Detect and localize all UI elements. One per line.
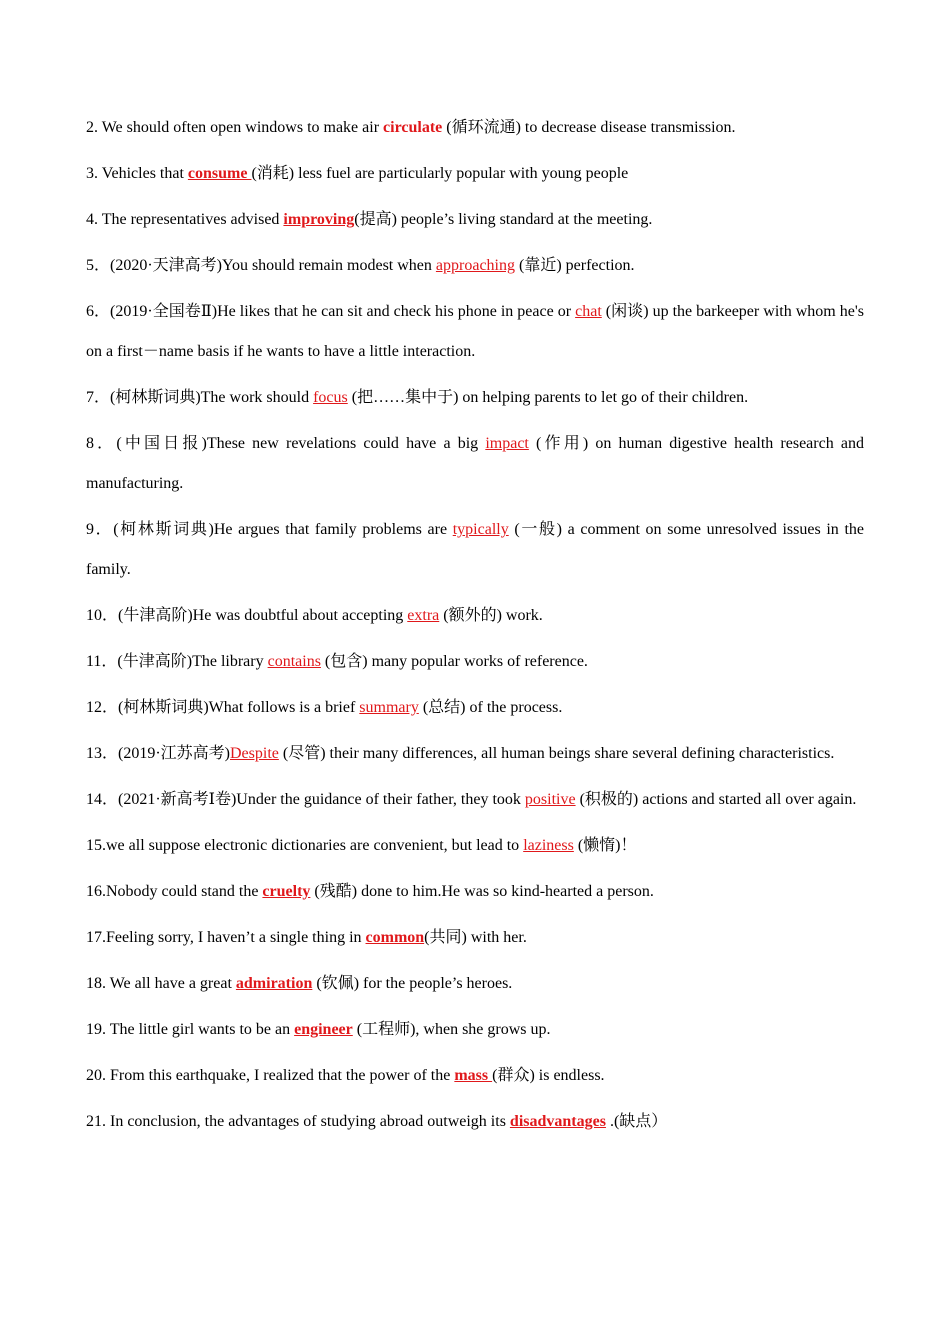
answer-word: laziness xyxy=(523,837,574,854)
answer-word: impact xyxy=(485,435,529,452)
sentence-text: .(缺点） xyxy=(605,1113,668,1130)
sentence-text: 16.Nobody could stand the xyxy=(86,883,263,900)
sentence-text: 4. The representatives advised xyxy=(86,211,284,228)
sentence-text: 7．(柯林斯词典)The work should xyxy=(86,389,314,406)
answer-word: summary xyxy=(359,699,419,716)
sentence-2 xyxy=(86,108,864,148)
sentence-3 xyxy=(86,154,864,194)
answer-word: chat xyxy=(575,303,602,320)
answer-word: engineer xyxy=(294,1021,353,1038)
sentence-12 xyxy=(86,688,864,728)
sentence-text: (消耗) less fuel are particularly popular with young people xyxy=(251,165,629,182)
sentence-text: (工程师), when she grows up. xyxy=(352,1021,551,1038)
answer-word: improving xyxy=(283,211,355,228)
sentence-20 xyxy=(86,1056,864,1096)
sentence-text: (作用) on human digestive health research and manufacturing. xyxy=(86,435,864,492)
sentence-text: 2. We should often open windows to make air xyxy=(86,119,384,136)
answer-word: admiration xyxy=(235,975,313,992)
answer-word: mass xyxy=(454,1067,493,1084)
sentence-text: 3. Vehicles that xyxy=(86,165,188,182)
sentence-text: 20. From this earthquake, I realized that the power of the xyxy=(86,1067,455,1084)
sentence-text: 10．(牛津高阶)He was doubtful about accepting xyxy=(86,607,408,624)
sentence-text: 17.Feeling sorry, I haven’t a single thing in xyxy=(86,929,366,946)
sentence-text: (额外的) work. xyxy=(439,607,543,624)
sentence-text: (闲谈) up the barkeeper with whom he's on a first－name basis if he wants to have a little interaction. xyxy=(86,303,864,360)
sentence-18 xyxy=(86,964,864,1004)
answer-word: disadvantages xyxy=(509,1113,606,1130)
sentence-text: 8．(中国日报)These new revelations could have a big xyxy=(86,435,486,452)
sentence-text: (总结) of the process. xyxy=(418,699,563,716)
answer-word: contains xyxy=(267,653,321,670)
sentence-4 xyxy=(86,200,864,240)
sentence-5 xyxy=(86,246,864,286)
sentence-text: (靠近) perfection. xyxy=(515,257,635,274)
sentence-8 xyxy=(86,424,864,504)
answer-word: common xyxy=(365,929,425,946)
sentence-text: (提高) people’s living standard at the meeting. xyxy=(354,211,653,228)
sentence-text: (一般) a comment on some unresolved issues in the family. xyxy=(86,521,864,578)
answer-word: extra xyxy=(407,607,440,624)
sentence-text: 18. We all have a great xyxy=(86,975,236,992)
sentence-text: 5．(2020·天津高考)You should remain modest when xyxy=(86,257,436,274)
answer-word: Despite xyxy=(230,745,279,762)
sentence-text: 11．(牛津高阶)The library xyxy=(86,653,268,670)
sentence-6 xyxy=(86,292,864,372)
sentence-text: 19. The little girl wants to be an xyxy=(86,1021,295,1038)
sentence-17 xyxy=(86,918,864,958)
sentence-text: (群众) is endless. xyxy=(492,1067,605,1084)
sentence-text: 14．(2021·新高考Ⅰ卷)Under the guidance of their father, they took xyxy=(86,791,525,808)
sentence-text: (残酷) done to him.He was so kind-hearted a person. xyxy=(310,883,654,900)
sentence-16 xyxy=(86,872,864,912)
answer-word: typically xyxy=(452,521,509,538)
sentence-text: 12．(柯林斯词典)What follows is a brief xyxy=(86,699,360,716)
sentence-13 xyxy=(86,734,864,774)
answer-word: consume xyxy=(187,165,252,182)
sentence-text: 21. In conclusion, the advantages of studying abroad outweigh its xyxy=(86,1113,510,1130)
sentence-9 xyxy=(86,510,864,590)
sentence-14 xyxy=(86,780,864,820)
answer-word: circulate xyxy=(383,119,443,136)
sentence-text: (懒惰)！ xyxy=(573,837,637,854)
answer-word: approaching xyxy=(435,257,515,274)
sentence-text: (把……集中于) on helping parents to let go of their children. xyxy=(347,389,749,406)
sentence-text: (尽管) their many differences, all human beings share several defining characteristics. xyxy=(278,745,835,762)
sentence-text: (循环流通) to decrease disease transmission. xyxy=(442,119,736,136)
answer-word: positive xyxy=(524,791,576,808)
sentence-text: (积极的) actions and started all over again. xyxy=(575,791,857,808)
sentence-11 xyxy=(86,642,864,682)
sentence-text: (共同) with her. xyxy=(424,929,527,946)
sentence-text: 15.we all suppose electronic dictionaries are convenient, but lead to xyxy=(86,837,524,854)
sentence-text: (钦佩) for the people’s heroes. xyxy=(312,975,513,992)
sentence-21 xyxy=(86,1102,864,1142)
answer-word: cruelty xyxy=(262,883,311,900)
sentence-text: 9．(柯林斯词典)He argues that family problems are xyxy=(86,521,453,538)
sentence-text: 13．(2019·江苏高考) xyxy=(86,745,230,762)
sentence-text: 6．(2019·全国卷Ⅱ)He likes that he can sit and check his phone in peace or xyxy=(86,303,576,320)
sentence-19 xyxy=(86,1010,864,1050)
exercise-list xyxy=(86,108,864,1148)
sentence-7 xyxy=(86,378,864,418)
sentence-15 xyxy=(86,826,864,866)
sentence-10 xyxy=(86,596,864,636)
answer-word: focus xyxy=(313,389,348,406)
sentence-text: (包含) many popular works of reference. xyxy=(320,653,588,670)
